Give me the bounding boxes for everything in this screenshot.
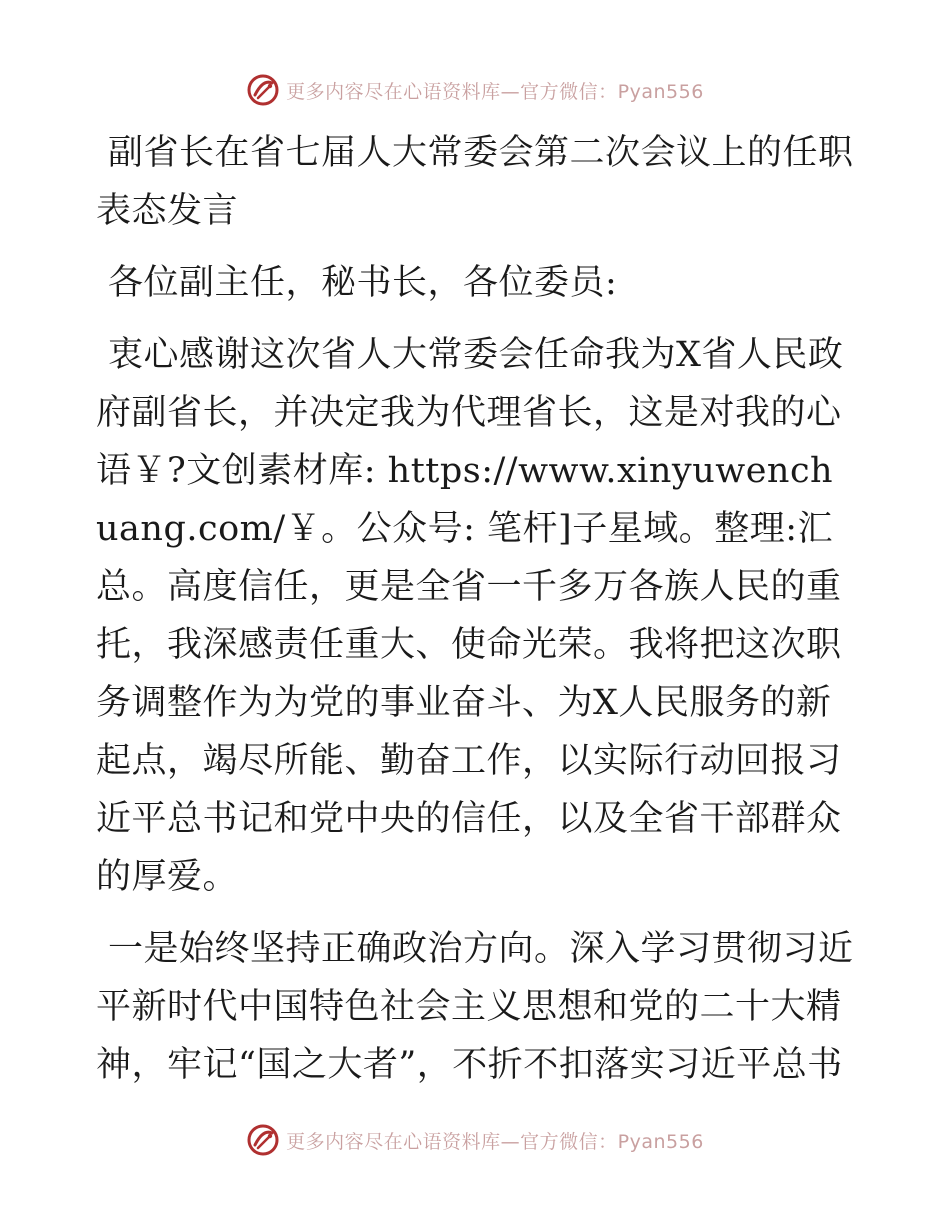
watermark-footer — [0, 1120, 950, 1160]
paragraph-1: 衷心感谢这次省人大常委会任命我为X省人民政府副省长，并决定我为代理省长，这是对我的心语￥?文创素材库: https://www.xinyuwenchuang.com/￥。公众号: 笔杆]子星域。整理:汇总。高度信任，更是全省一千多万各族人民的重托，我深感责任重大、使命光荣。我将把这次职务调整作为为党的事业奋斗、为X人民服务的新起点，竭尽所能、勤奋工作，以实际行动回报习近平总书记和党中央的信任，以及全省干部群众的厚爱。 — [96, 335, 844, 897]
logo-icon — [246, 73, 280, 107]
logo-icon — [246, 1123, 280, 1157]
salutation: 各位副主任，秘书长，各位委员: — [108, 263, 618, 303]
watermark-text: 更多内容尽在心语资料库—官方微信：Pyan556 — [286, 1130, 704, 1153]
document-body — [96, 124, 854, 1094]
paragraph-2: 一是始终坚持正确政治方向。深入学习贯彻习近平新时代中国特色社会主义思想和党的二十大精神，牢记“国之大者”，不折不扣落实习近平总书 — [96, 929, 854, 1085]
document-title: 副省长在省七届人大常委会第二次会议上的任职表态发言 — [96, 133, 854, 231]
watermark-header — [0, 70, 950, 110]
watermark-text: 更多内容尽在心语资料库—官方微信：Pyan556 — [286, 80, 704, 103]
